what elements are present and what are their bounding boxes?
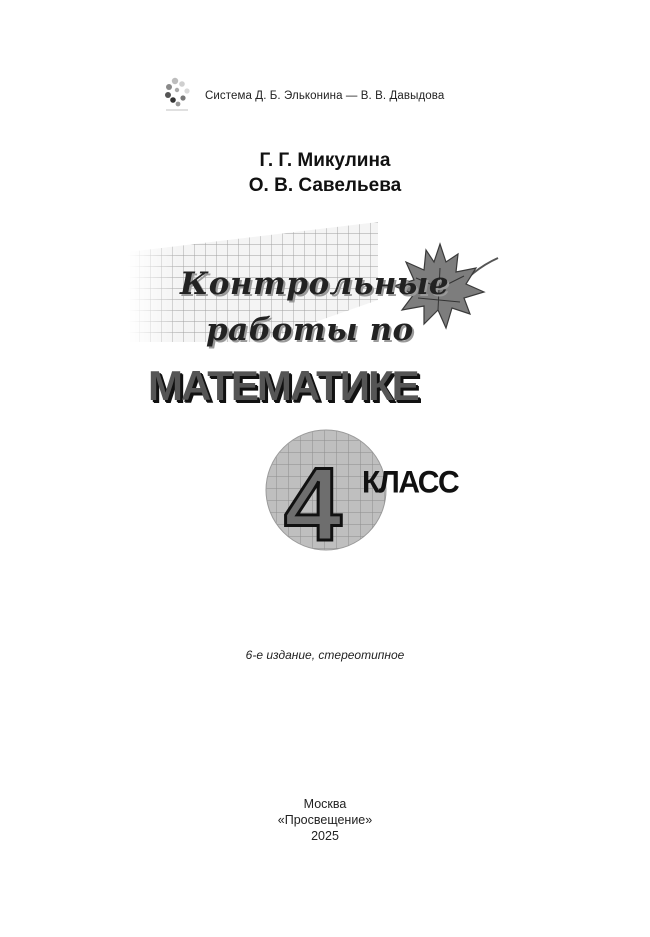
subject-title: МАТЕМАТИКЕ — [148, 362, 418, 409]
series-name: Система Д. Б. Эльконина — В. В. Давыдова — [205, 90, 445, 102]
authors — [0, 148, 650, 198]
edition-note: 6-е издание, стереотипное — [245, 648, 405, 662]
author-name: Г. Г. Микулина — [259, 150, 391, 171]
title-line-2: работы по — [206, 312, 414, 348]
imprint-publisher: «Просвещение» — [277, 813, 373, 827]
dots-circle-logo-icon — [163, 76, 193, 112]
imprint-city: Москва — [303, 797, 347, 811]
title-line-1: Контрольные — [180, 266, 450, 302]
imprint — [0, 796, 650, 844]
grade-label: КЛАСС — [362, 465, 459, 500]
author-name: О. В. Савельева — [248, 175, 402, 196]
grade-number: 4 — [284, 447, 342, 552]
imprint-year: 2025 — [311, 829, 339, 843]
